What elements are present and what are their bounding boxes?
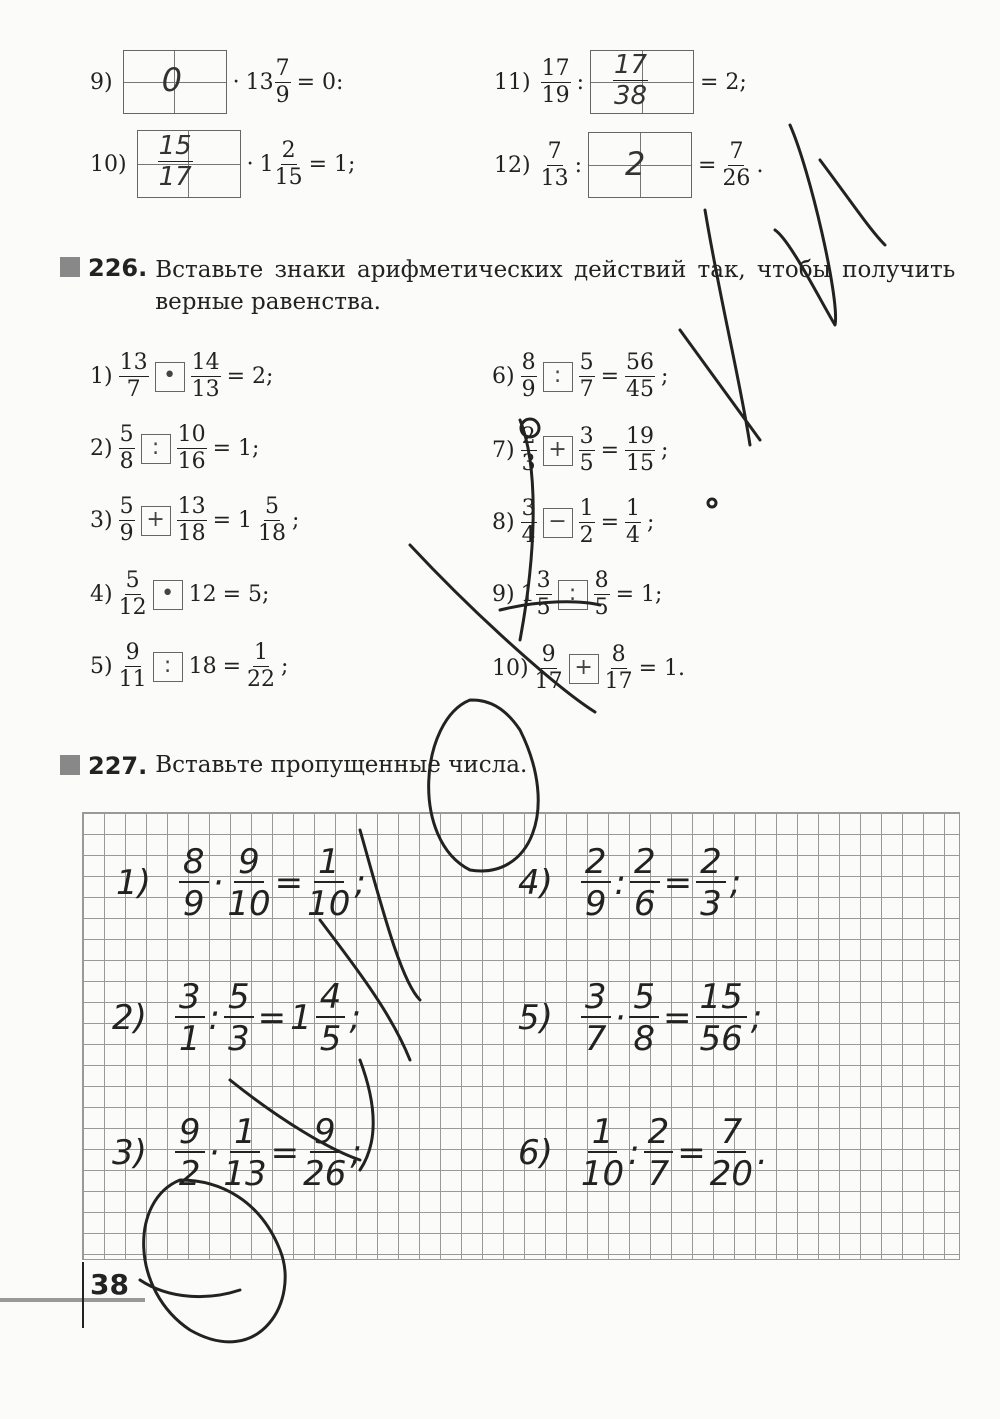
- sign-box: +: [543, 436, 573, 466]
- ex227-item-4: 4) 2 9 : $\frac{2}{6}$ = $\frac{2}{3}$ ;: [518, 842, 742, 924]
- sign-box: :: [141, 434, 171, 464]
- ex226-item-1: 1) 13 7 • $\frac{14}{13}$ = 2;: [90, 350, 274, 402]
- ex227-item-6: 6) 1 10 : $\frac{2}{7}$ = $\frac{7}{20}$ .: [518, 1112, 768, 1194]
- exercise-226-heading: [60, 254, 960, 318]
- ex226-item-5: 5) 9 11 : 18 = $\frac{1}{22}$ ;: [90, 640, 289, 692]
- ex226-item-8: 8) 3 4 − $\frac{1}{2}$ = $\frac{1}{4}$ ;: [492, 496, 655, 548]
- exercise-marker-icon: [60, 257, 80, 277]
- item-number: 11): [494, 69, 531, 95]
- answer-box: 15 17: [137, 130, 241, 198]
- handwritten-answer: 2: [625, 145, 646, 183]
- scribble-stroke: [708, 499, 716, 507]
- result: = 0:: [296, 69, 344, 95]
- sign-box: •: [155, 362, 185, 392]
- scribble-stroke: [680, 210, 760, 445]
- exercise-marker-icon: [60, 755, 80, 775]
- top-row-12: 12) 7 13 : 2 = $\frac{7}{26}$ .: [494, 132, 763, 198]
- page-number: 38: [90, 1268, 129, 1301]
- page-margin-line: [82, 1262, 84, 1328]
- operator: ·: [232, 69, 240, 95]
- ex226-item-9: 9) 1 3 5 : $\frac{8}{5}$ = 1;: [492, 568, 663, 620]
- ex227-item-5: 5) 3 7 · $\frac{5}{8}$ = $\frac{15}{56}$ ;: [518, 977, 763, 1059]
- mixed-number: 1 2 15: [259, 137, 303, 190]
- ex226-item-2: 2) 5 8 : $\frac{10}{16}$ = 1;: [90, 422, 260, 474]
- ex226-item-10: 10) 9 17 + $\frac{8}{17}$ = 1.: [492, 642, 685, 694]
- answer-box: [588, 132, 692, 198]
- exercise-227-heading: [60, 752, 527, 780]
- sign-box: −: [543, 508, 573, 538]
- sign-box: :: [153, 652, 183, 682]
- item-number: 12): [494, 152, 531, 178]
- sign-box: +: [141, 506, 171, 536]
- operator: :: [574, 152, 582, 178]
- handwritten-answer: 0: [161, 61, 182, 99]
- sign-box: +: [569, 654, 599, 684]
- ex226-item-6: 6) 8 9 : $\frac{5}{7}$ = $\frac{56}{45}$ ;: [492, 350, 669, 402]
- top-row-9: [90, 50, 343, 114]
- ex227-item-2: 2) 3 1 : $\frac{5}{3}$ = 1 4 5 ;: [112, 977, 361, 1059]
- top-row-11: 11) 17 19 : 17 38 = 2;: [494, 50, 747, 114]
- exercise-number: 226.: [88, 254, 148, 282]
- operator: ·: [246, 151, 254, 177]
- result: = 1;: [308, 151, 356, 177]
- sign-box: •: [153, 580, 183, 610]
- result: = 2;: [700, 69, 747, 95]
- exercise-title: Вставьте знаки арифметических действий так, чтобы получить верные равенства.: [155, 257, 956, 316]
- top-row-10: [90, 130, 355, 198]
- ex226-item-4: 4) 5 12 • 12 = 5;: [90, 568, 270, 620]
- ex226-item-7: 7) 2 3 + $\frac{3}{5}$ = $\frac{19}{15}$ ;: [492, 424, 669, 476]
- exercise-title: Вставьте пропущенные числа.: [155, 752, 528, 778]
- sign-box: :: [558, 580, 588, 610]
- ex226-item-3: 3) 5 9 + $\frac{13}{18}$ = 1 5 18 ;: [90, 494, 300, 546]
- operator: :: [576, 69, 584, 95]
- answer-box: 17 38: [590, 50, 694, 114]
- item-number: 9): [90, 69, 113, 95]
- mixed-number: 13 7 9: [245, 55, 290, 108]
- answer-box: [123, 50, 227, 114]
- ex227-item-3: 3) 9 2 · $\frac{1}{13}$ = $\frac{9}{26}$ ;: [112, 1112, 362, 1194]
- item-number: 10): [90, 151, 127, 177]
- exercise-number: 227.: [88, 752, 148, 780]
- sign-box: :: [543, 362, 573, 392]
- ex227-item-1: 1) 8 9 · $\frac{9}{10}$ = $\frac{1}{10}$ ;: [116, 842, 366, 924]
